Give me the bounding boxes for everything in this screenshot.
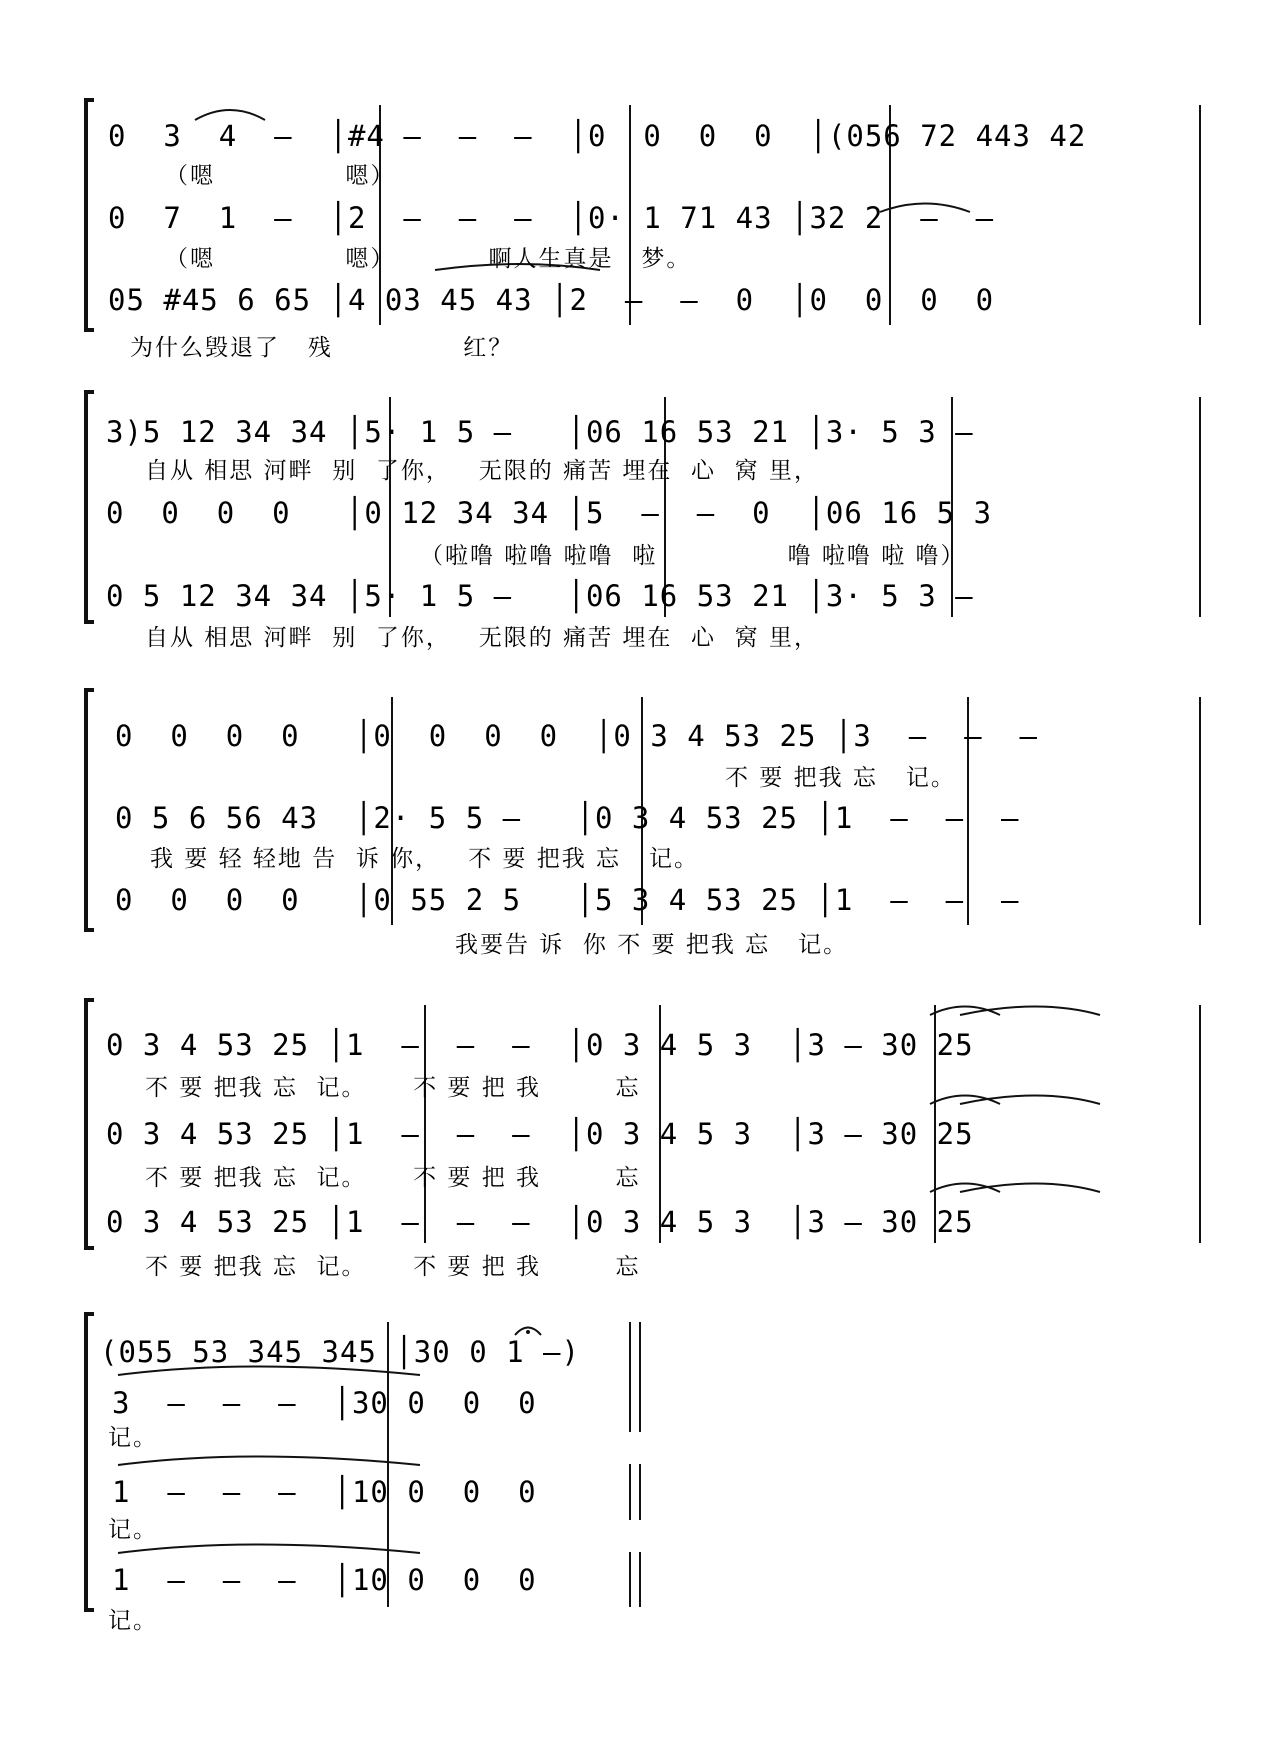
- lyrics-row: 自从 相思 河畔 别 了你， 无限的 痛苦 埋在 心 窝 里，: [145, 458, 819, 484]
- lyrics-row: 为什么毁退了 残 红？: [130, 335, 514, 361]
- system-4: [106, 1027, 974, 1280]
- notes-row: 3)5 12 34 34 │5· 1 5 – │06 16 53 21 │3· 5 3 –: [106, 415, 974, 449]
- notes-row: 05 #45 6 65 │4 03 45 43 │2 – – 0 │0 0 0 0: [108, 283, 995, 317]
- lyrics-row: 我要告 诉 你 不 要 把我 忘 记。: [455, 932, 849, 958]
- system-1: [108, 118, 1086, 361]
- lyrics-row: 自从 相思 河畔 别 了你， 无限的 痛苦 埋在 心 窝 里，: [145, 625, 819, 651]
- notes-row: 3 – – – │30 0 0 0: [112, 1386, 537, 1420]
- notes-row: 1 – – – │10 0 0 0: [112, 1563, 537, 1597]
- notes-row: 0 3 4 53 25 │1 – – – │0 3 4 5 3 │3 – 30 25: [106, 1028, 974, 1062]
- notes-row: 0 0 0 0 │0 0 0 0 │0 3 4 53 25 │3 – – –: [115, 719, 1038, 753]
- notes-row: 0 0 0 0 │0 12 34 34 │5 – – 0 │06 16 5 3: [106, 496, 993, 530]
- lyrics-row: （嗯 嗯）: [165, 163, 396, 189]
- lyrics-row: 不 要 把我 忘 记。 不 要 把 我 忘: [145, 1254, 641, 1280]
- fermata-icon: [515, 1328, 541, 1336]
- notes-row: 0 5 12 34 34 │5· 1 5 – │06 16 53 21 │3· 5 3 –: [106, 579, 974, 613]
- system-2: [106, 414, 992, 651]
- system-brackets: [86, 100, 94, 1610]
- lyrics-row: 记。: [108, 1608, 158, 1634]
- notes-row: 0 5 6 56 43 │2· 5 5 – │0 3 4 53 25 │1 – – –: [115, 801, 1020, 835]
- lyrics-row: 记。: [108, 1517, 158, 1543]
- lyrics-row: （啦噜 啦噜 啦噜 啦 噜 啦噜 啦 噜）: [420, 543, 966, 569]
- notes-row: 0 3 4 – │#4 – – – │0 0 0 0 │(056 72 443 42: [108, 119, 1087, 153]
- system-5: [100, 1334, 580, 1634]
- lyrics-row: 记。: [108, 1425, 158, 1451]
- lyrics-row: 不 要 把我 忘 记。 不 要 把 我 忘: [145, 1075, 641, 1101]
- notes-row: 0 3 4 53 25 │1 – – – │0 3 4 5 3 │3 – 30 25: [106, 1205, 974, 1239]
- notes-row: 0 7 1 – │2 – – – │0· 1 71 43 │32 2 – –: [108, 201, 995, 235]
- notes-row: 0 3 4 53 25 │1 – – – │0 3 4 5 3 │3 – 30 25: [106, 1117, 974, 1151]
- lyrics-row: （嗯 嗯） 啊人生真是 梦。: [165, 246, 692, 272]
- notes-row: 0 0 0 0 │0 55 2 5 │5 3 4 53 25 │1 – – –: [115, 883, 1020, 917]
- notes-row: 1 – – – │10 0 0 0: [112, 1475, 537, 1509]
- system-3: [115, 718, 1038, 958]
- lyrics-row: 不 要 把我 忘 记。: [725, 765, 956, 791]
- lyrics-row: 不 要 把我 忘 记。 不 要 把 我 忘: [145, 1165, 641, 1191]
- notes-row: (055 53 345 345 │30 0 1 –): [100, 1335, 580, 1369]
- lyrics-row: 我 要 轻 轻地 告 诉 你， 不 要 把我 忘 记。: [150, 846, 699, 872]
